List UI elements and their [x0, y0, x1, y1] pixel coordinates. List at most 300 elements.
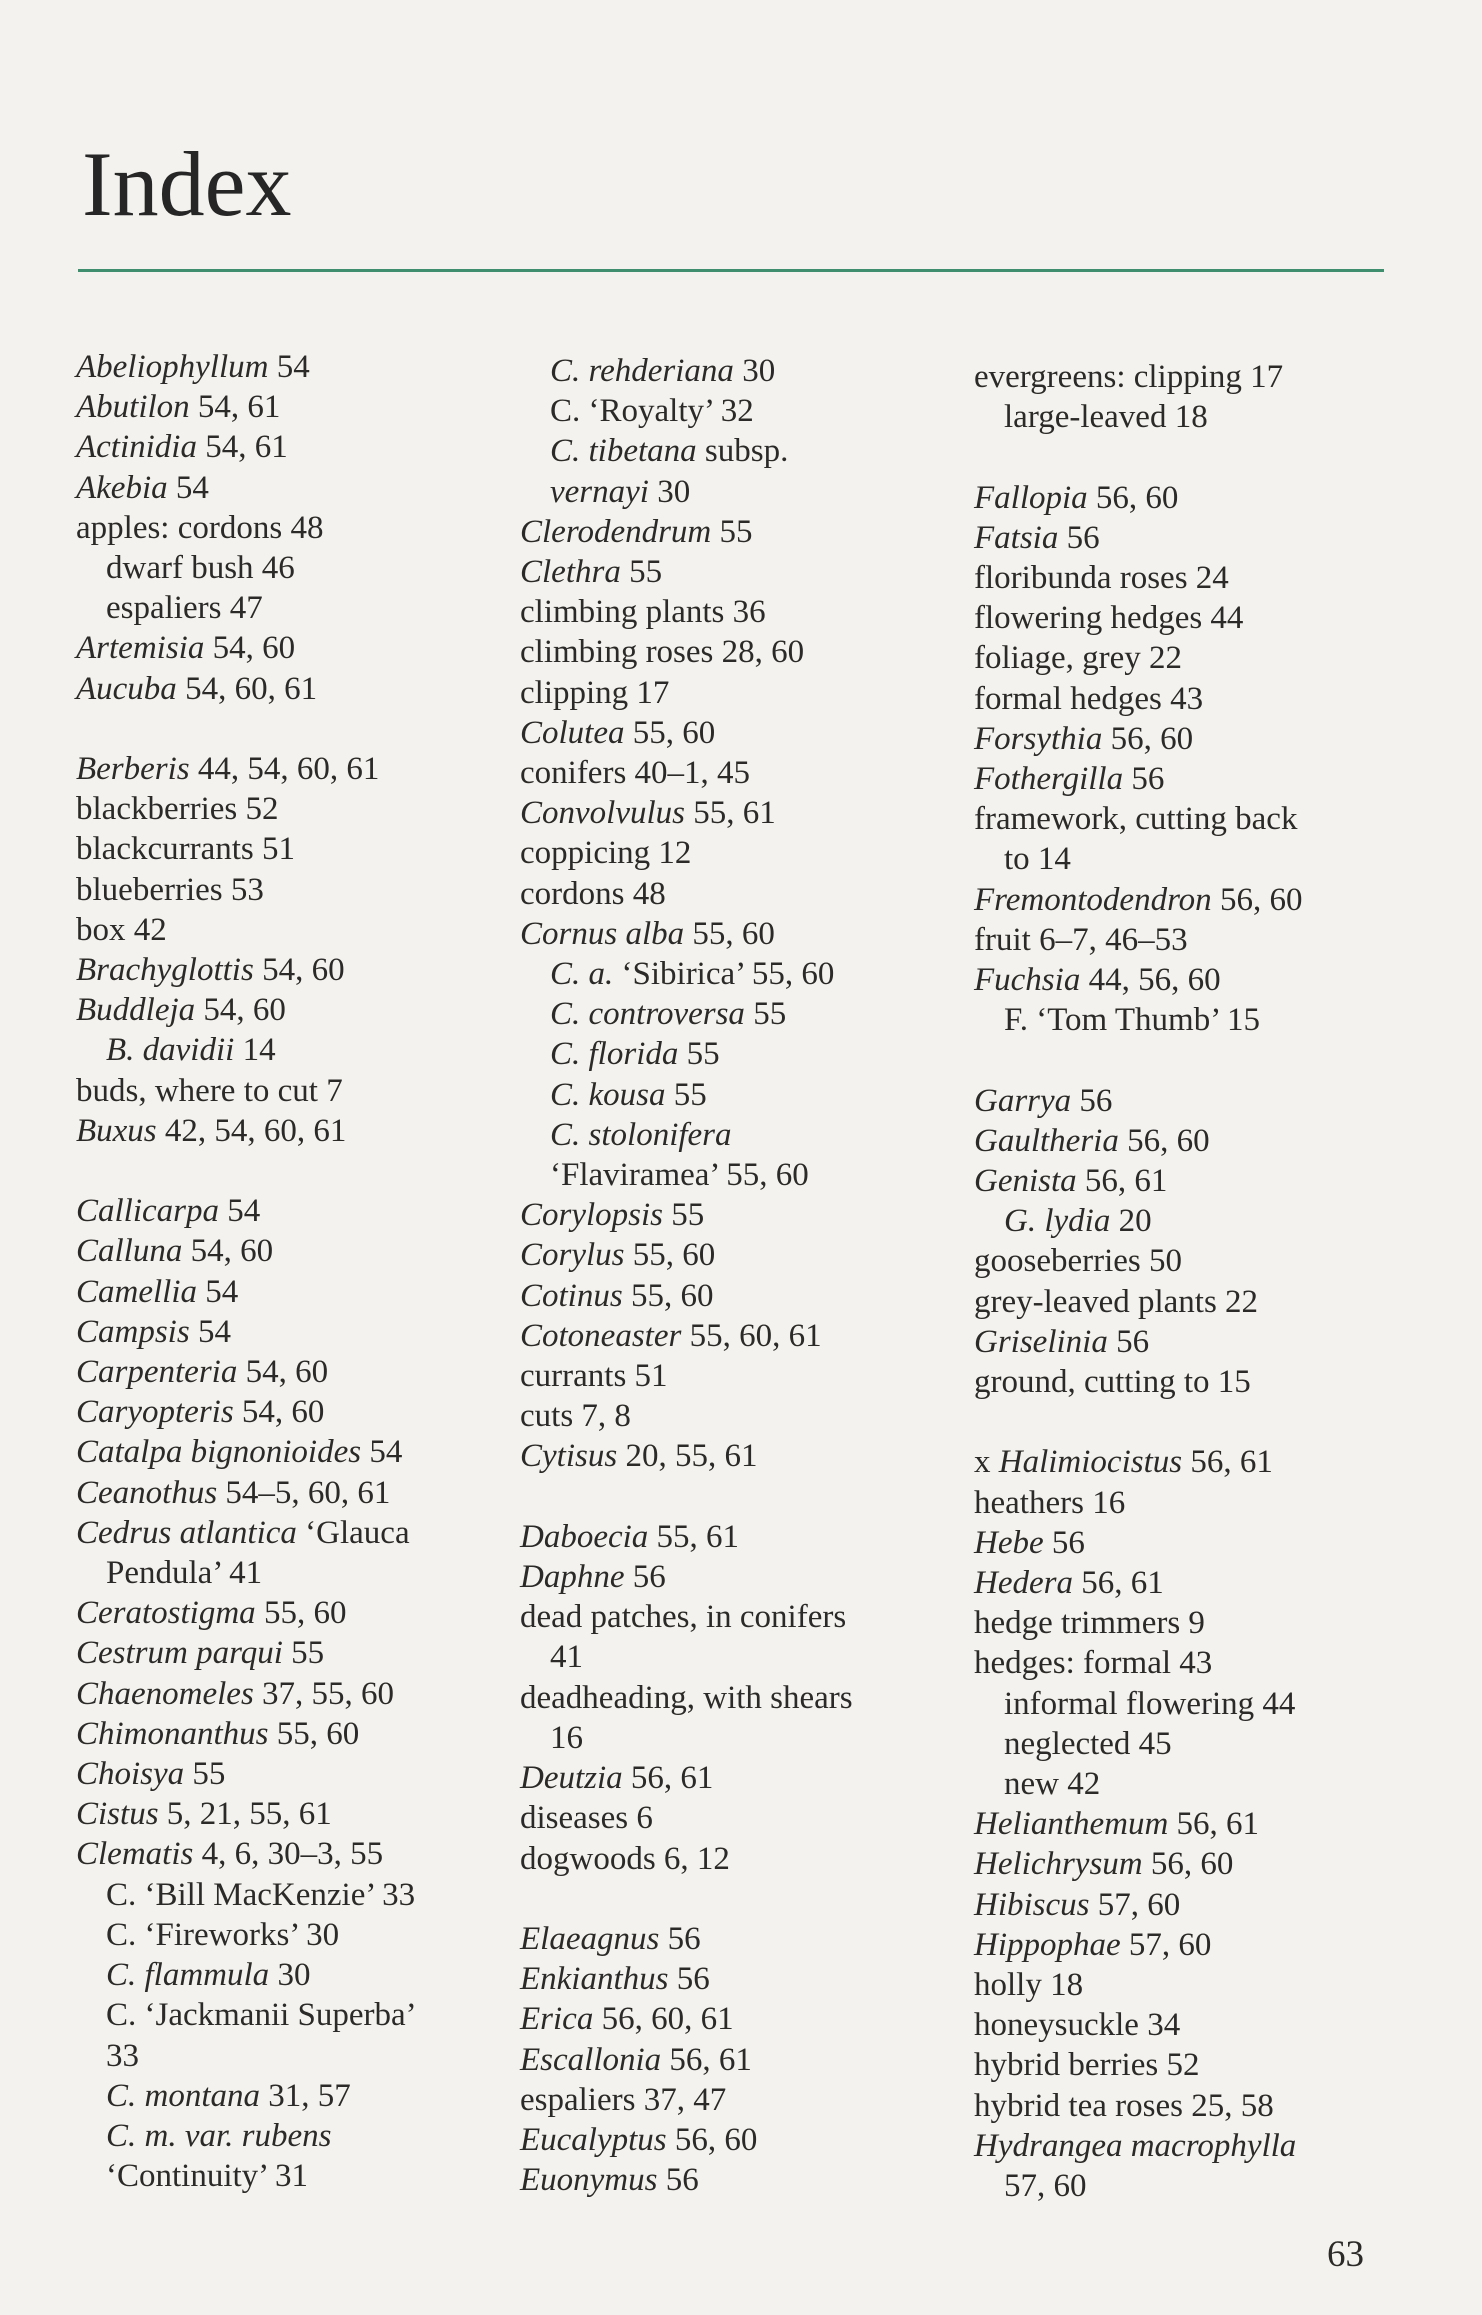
entry-pages: ‘Sibirica’ 55, 60 [613, 956, 835, 993]
index-entry [520, 673, 950, 713]
entry-pages: 20, 55, 61 [617, 1438, 758, 1475]
entry-text: framework, cutting back [974, 801, 1298, 838]
entry-pages: 54, 60 [237, 1354, 329, 1391]
index-entry [76, 669, 506, 709]
entry-term-italic: C. tibetana [550, 433, 697, 470]
index-entry [974, 1201, 1404, 1241]
index-entry [520, 914, 950, 954]
entry-pages: ‘Glauca [296, 1514, 410, 1551]
index-entry [520, 1155, 950, 1195]
page-title: Index [82, 133, 292, 235]
entry-pages: 55, 60, 61 [681, 1317, 822, 1354]
entry-pages: 30 [648, 473, 691, 510]
index-entry [974, 1965, 1404, 2005]
index-entry [520, 1195, 950, 1235]
entry-text: new 42 [1004, 1766, 1101, 1803]
index-entry [520, 1758, 950, 1798]
entry-term-italic: Buddleja [76, 992, 196, 1029]
index-entry [974, 1442, 1404, 1482]
page-number: 63 [1327, 2234, 1364, 2275]
index-entry [76, 508, 506, 548]
entry-pages: 55, 60 [624, 714, 716, 751]
index-entry [76, 990, 506, 1030]
entry-pages: 44, 56, 60 [1080, 962, 1221, 999]
entry-term-italic: Convolvulus [520, 795, 685, 832]
index-entry [76, 387, 506, 427]
entry-term-italic: Actinidia [76, 429, 197, 466]
index-entry [974, 2126, 1404, 2166]
entry-text: F. ‘Tom Thumb’ 15 [1004, 1002, 1260, 1039]
entry-pages: 56 [657, 2162, 699, 2199]
entry-pages: 4, 6, 30–3, 55 [193, 1836, 384, 1873]
index-entry [520, 1798, 950, 1838]
entry-term-italic: Chimonanthus [76, 1715, 269, 1752]
entry-text: heathers 16 [974, 1484, 1126, 1521]
entry-term-italic: Cotoneaster [520, 1317, 682, 1354]
entry-term-italic: Abutilon [76, 389, 190, 426]
index-entry [520, 994, 950, 1034]
entry-text: deadheading, with shears [520, 1679, 853, 1716]
entry-term-italic: Elaeagnus [520, 1920, 660, 1957]
entry-text: buds, where to cut 7 [76, 1072, 343, 1109]
index-entry [520, 2120, 950, 2160]
index-entry [974, 1282, 1404, 1322]
index-entry [974, 518, 1404, 558]
entry-pages: 55, 60 [622, 1277, 714, 1314]
entry-pages: 37, 55, 60 [253, 1675, 395, 1712]
entry-term-italic: Aucuba [76, 670, 177, 707]
index-entry [974, 1804, 1404, 1844]
entry-pages: 56, 61 [1182, 1444, 1273, 1481]
entry-term-italic: Callicarpa [76, 1193, 220, 1230]
entry-prefix: x [974, 1444, 999, 1481]
entry-term-italic: Griselinia [974, 1323, 1108, 1360]
index-entry [974, 2166, 1404, 2206]
entry-pages: 55 [678, 1036, 720, 1073]
entry-pages: 30 [269, 1957, 311, 1994]
entry-text: climbing plants 36 [520, 594, 766, 631]
entry-pages: 54 [361, 1434, 403, 1471]
index-entry [974, 357, 1404, 397]
entry-pages: 56, 60, 61 [593, 2001, 734, 2038]
index-entry [974, 1322, 1404, 1362]
entry-term-italic: Euonymus [520, 2162, 658, 2199]
entry-term-italic: C. a. [550, 956, 614, 993]
entry-text: foliage, grey 22 [974, 640, 1183, 677]
index-entry [76, 628, 506, 668]
entry-text: box 42 [76, 911, 167, 948]
index-entry [520, 1396, 950, 1436]
entry-pages: 54 [189, 1313, 231, 1350]
index-entry [974, 598, 1404, 638]
index-entry [76, 1875, 506, 1915]
entry-pages: 56 [624, 1559, 666, 1596]
entry-text: large-leaved 18 [1004, 399, 1208, 436]
entry-term-italic: G. lydia [1004, 1203, 1111, 1240]
entry-pages: 55, 60 [255, 1595, 347, 1632]
entry-pages: 56, 60 [1211, 881, 1303, 918]
entry-term-italic: Hedera [974, 1565, 1073, 1602]
index-entry [520, 1276, 950, 1316]
index-entry [76, 588, 506, 628]
index-entry [520, 431, 950, 471]
entry-pages: 56, 61 [1076, 1163, 1168, 1200]
entry-text: clipping 17 [520, 674, 670, 711]
entry-text: dead patches, in conifers [520, 1599, 847, 1636]
section-gap [974, 1040, 1404, 1080]
entry-text: flowering hedges 44 [974, 600, 1244, 637]
entry-term-italic: Carpenteria [76, 1354, 238, 1391]
entry-pages: 56 [1107, 1323, 1150, 1360]
index-entry [76, 347, 506, 387]
entry-pages: 54, 60 [195, 992, 286, 1029]
entry-pages: 31, 57 [260, 2077, 351, 2114]
index-entry [520, 351, 950, 391]
entry-pages: 54 [219, 1193, 261, 1230]
entry-pages: 54 [167, 469, 209, 506]
entry-term-italic: C. florida [550, 1036, 679, 1073]
index-entry [76, 1111, 506, 1151]
entry-term-italic: Erica [520, 2001, 594, 2038]
entry-term-italic: Catalpa bignonioides [76, 1434, 362, 1471]
entry-pages: 14 [234, 1032, 276, 1069]
entry-text: ‘Continuity’ 31 [106, 2158, 308, 2195]
index-entry [520, 472, 950, 512]
entry-term-italic: Daboecia [520, 1518, 649, 1555]
index-entry [520, 1235, 950, 1275]
entry-term-italic: Ceratostigma [76, 1595, 256, 1632]
entry-pages: 55 [663, 1197, 705, 1234]
entry-pages: 55, 60 [624, 1237, 716, 1274]
index-entry [974, 1724, 1404, 1764]
entry-pages: 56 [1058, 519, 1100, 556]
entry-pages: 55, 61 [648, 1518, 740, 1555]
entry-text: floribunda roses 24 [974, 560, 1229, 596]
entry-text: espaliers 37, 47 [520, 2081, 727, 2118]
entry-term-italic: Gaultheria [974, 1122, 1119, 1159]
entry-text: blackberries 52 [76, 791, 279, 828]
index-entry [520, 1637, 950, 1677]
entry-term-italic: B. davidii [106, 1032, 235, 1069]
index-entry [974, 719, 1404, 759]
index-entry [76, 1754, 506, 1794]
index-entry [76, 1473, 506, 1513]
entry-term-italic: Cestrum parqui [76, 1635, 283, 1672]
index-entry [76, 1794, 506, 1834]
index-entry [520, 1959, 950, 1999]
entry-term-italic: C. controversa [550, 996, 745, 1033]
entry-text: dwarf bush 46 [106, 550, 295, 587]
index-entry [76, 1593, 506, 1633]
index-entry [76, 1553, 506, 1593]
index-entry [974, 960, 1404, 1000]
entry-term-italic: C. rehderiana [550, 353, 734, 389]
index-entry [520, 1034, 950, 1074]
section-gap [520, 1879, 950, 1919]
index-entry [76, 1272, 506, 1312]
entry-term-italic: Campsis [76, 1313, 190, 1350]
entry-pages: 56, 60 [666, 2121, 758, 2158]
entry-pages: 54, 60 [204, 630, 296, 667]
entry-text: 57, 60 [1004, 2168, 1087, 2205]
index-entry [520, 1839, 950, 1879]
entry-pages: subsp. [696, 433, 789, 470]
index-entry [76, 2156, 506, 2196]
entry-term-italic: Akebia [76, 469, 168, 506]
entry-text: C. ‘Fireworks’ 30 [106, 1916, 340, 1953]
index-entry [76, 1432, 506, 1472]
entry-text: ground, cutting to 15 [974, 1364, 1251, 1401]
entry-pages: 56, 60 [1118, 1122, 1210, 1159]
entry-text: formal hedges 43 [974, 680, 1204, 717]
entry-text: hedges: formal 43 [974, 1645, 1213, 1682]
index-entry [974, 920, 1404, 960]
entry-pages: 56 [668, 1961, 710, 1998]
entry-term-italic: Chaenomeles [76, 1675, 254, 1712]
entry-text: conifers 40–1, 45 [520, 755, 751, 792]
index-entry [520, 1919, 950, 1959]
index-entry [974, 1523, 1404, 1563]
entry-pages: 5, 21, 55, 61 [158, 1796, 332, 1833]
entry-pages: 55 [620, 554, 663, 591]
index-entry [76, 1071, 506, 1111]
entry-term-italic: Forsythia [974, 720, 1103, 757]
entry-pages: 56, 60 [1087, 479, 1179, 516]
index-entry [520, 1356, 950, 1396]
entry-text: grey-leaved plants 22 [974, 1283, 1259, 1320]
index-entry [974, 759, 1404, 799]
entry-pages: 54, 60 [233, 1394, 325, 1431]
index-entry [520, 1436, 950, 1476]
index-entry [520, 1316, 950, 1356]
entry-text: blackcurrants 51 [76, 831, 295, 868]
entry-pages: 56 [1123, 761, 1165, 798]
index-entry [520, 1678, 950, 1718]
entry-term-italic: Fallopia [974, 479, 1088, 516]
entry-term-italic: Calluna [76, 1233, 183, 1270]
index-entry [520, 1597, 950, 1637]
index-entry [974, 1362, 1404, 1402]
index-entry [974, 478, 1404, 518]
index-entry [974, 1000, 1404, 1040]
entry-term-italic: Camellia [76, 1273, 197, 1310]
index-column-3 [974, 357, 1404, 2206]
entry-term-italic: Eucalyptus [520, 2121, 667, 2158]
index-entry [974, 679, 1404, 719]
entry-text: informal flowering 44 [1004, 1685, 1296, 1722]
entry-pages: 56 [1043, 1524, 1085, 1561]
index-entry [76, 2116, 506, 2156]
entry-term-italic: Halimiocistus [998, 1444, 1183, 1481]
section-gap [76, 1151, 506, 1191]
index-entry [76, 1915, 506, 1955]
index-entry [76, 468, 506, 508]
index-entry [520, 874, 950, 914]
entry-term-italic: Corylopsis [520, 1197, 664, 1234]
index-entry [76, 829, 506, 869]
entry-pages: 42, 54, 60, 61 [156, 1112, 347, 1149]
index-entry [520, 391, 950, 431]
entry-term-italic: Clerodendrum [520, 513, 712, 550]
entry-term-italic: Cotinus [520, 1277, 623, 1314]
entry-pages: 56, 61 [1072, 1565, 1164, 1602]
index-entry [974, 1483, 1404, 1523]
entry-text: Pendula’ 41 [106, 1555, 263, 1592]
entry-term-italic: Fuchsia [974, 962, 1081, 999]
entry-text: 16 [550, 1719, 583, 1756]
entry-term-italic: Fothergilla [974, 761, 1124, 798]
index-entry [974, 1161, 1404, 1201]
entry-term-italic: Buxus [76, 1112, 157, 1149]
index-entry [76, 749, 506, 789]
entry-pages: 56 [1071, 1082, 1113, 1119]
index-entry [76, 910, 506, 950]
index-entry [76, 789, 506, 829]
entry-pages: 55 [744, 996, 787, 1033]
index-entry [974, 1241, 1404, 1281]
entry-term-italic: Fatsia [974, 519, 1059, 556]
section-gap [974, 437, 1404, 477]
index-entry [974, 638, 1404, 678]
entry-text: C. ‘Royalty’ 32 [550, 393, 754, 430]
entry-term-italic: Clematis [76, 1836, 194, 1873]
entry-term-italic: Hibiscus [974, 1886, 1090, 1923]
index-entry [974, 880, 1404, 920]
entry-term-italic: Caryopteris [76, 1394, 234, 1431]
entry-text: espaliers 47 [106, 590, 263, 627]
entry-term-italic: Enkianthus [520, 1961, 669, 1998]
entry-pages: 54, 61 [196, 429, 288, 466]
entry-term-italic: Cistus [76, 1796, 159, 1833]
entry-text: C. ‘Jackmanii Superba’ [106, 1997, 417, 2034]
index-entry [520, 592, 950, 632]
entry-text: hedge trimmers 9 [974, 1605, 1205, 1642]
index-entry [974, 1603, 1404, 1643]
entry-pages: 56, 61 [661, 2041, 752, 2078]
entry-term-italic: Cytisus [520, 1438, 618, 1475]
index-entry [520, 1999, 950, 2039]
entry-pages: 56, 61 [1168, 1806, 1260, 1843]
entry-text: hybrid tea roses 25, 58 [974, 2087, 1274, 2124]
index-entry [76, 1674, 506, 1714]
index-entry [974, 799, 1404, 839]
entry-pages: 54 [197, 1273, 239, 1310]
index-entry [520, 2160, 950, 2200]
entry-pages: 56, 60 [1142, 1846, 1234, 1883]
index-entry [76, 1352, 506, 1392]
index-entry [520, 512, 950, 552]
entry-pages: 54 [268, 349, 310, 385]
entry-term-italic: C. flammula [106, 1957, 270, 1994]
index-entry [974, 1684, 1404, 1724]
index-entry [520, 753, 950, 793]
entry-pages: 57, 60 [1089, 1886, 1181, 1923]
index-entry [76, 1513, 506, 1553]
index-entry [974, 1643, 1404, 1683]
entry-term-italic: Berberis [76, 751, 190, 788]
index-entry [520, 1718, 950, 1758]
index-entry [76, 1955, 506, 1995]
entry-term-italic: Hydrangea macrophylla [974, 2127, 1297, 2164]
entry-pages: 56 [659, 1920, 701, 1957]
index-entry [974, 2005, 1404, 2045]
entry-pages: 55 [665, 1076, 707, 1113]
entry-text: cuts 7, 8 [520, 1398, 631, 1435]
entry-term-italic: Corylus [520, 1237, 625, 1274]
index-entry [520, 1517, 950, 1557]
entry-term-italic: Cornus alba [520, 915, 685, 952]
entry-term-italic: Deutzia [520, 1760, 623, 1797]
index-entry [974, 2045, 1404, 2085]
entry-text: to 14 [1004, 841, 1071, 878]
entry-term-italic: Fremontodendron [974, 881, 1212, 918]
entry-text: currants 51 [520, 1358, 668, 1395]
index-entry [76, 1312, 506, 1352]
entry-text: cordons 48 [520, 875, 666, 912]
index-entry [76, 1231, 506, 1271]
entry-pages: 30 [733, 353, 776, 389]
entry-term-italic: vernayi [550, 473, 649, 510]
index-entry [974, 2086, 1404, 2126]
index-entry [76, 1995, 506, 2035]
index-entry [520, 954, 950, 994]
entry-term-italic: Helichrysum [974, 1846, 1143, 1883]
index-entry [974, 1764, 1404, 1804]
entry-term-italic: Escallonia [520, 2041, 662, 2078]
entry-text: blueberries 53 [76, 871, 264, 908]
entry-term-italic: C. montana [106, 2077, 261, 2114]
entry-pages: 54, 60, 61 [176, 670, 318, 707]
index-entry [974, 1563, 1404, 1603]
index-entry [520, 793, 950, 833]
index-entry [76, 1392, 506, 1432]
entry-term-italic: Clethra [520, 554, 621, 591]
index-entry [974, 1121, 1404, 1161]
index-entry [520, 2080, 950, 2120]
index-entry [520, 2040, 950, 2080]
index-entry [76, 1633, 506, 1673]
entry-pages: 55, 60 [268, 1715, 360, 1752]
entry-term-italic: Garrya [974, 1082, 1072, 1119]
entry-text: fruit 6–7, 46–53 [974, 921, 1188, 958]
index-entry [974, 558, 1404, 598]
entry-text: honeysuckle 34 [974, 2007, 1181, 2044]
entry-text: coppicing 12 [520, 835, 692, 872]
section-gap [76, 709, 506, 749]
entry-pages: 55 [711, 513, 753, 550]
entry-text: evergreens: clipping 17 [974, 359, 1284, 395]
index-entry [76, 1191, 506, 1231]
index-entry [520, 1557, 950, 1597]
index-entry [520, 833, 950, 873]
entry-text: neglected 45 [1004, 1725, 1172, 1762]
entry-term-italic: Daphne [520, 1559, 625, 1596]
index-entry [76, 1714, 506, 1754]
entry-text: hybrid berries 52 [974, 2047, 1200, 2084]
index-entry [520, 1115, 950, 1155]
entry-text: ‘Flaviramea’ 55, 60 [550, 1157, 809, 1194]
entry-term-italic: C. stolonifera [550, 1116, 732, 1153]
entry-pages: 57, 60 [1120, 1926, 1212, 1963]
entry-text: apples: cordons 48 [76, 509, 324, 546]
entry-text: C. ‘Bill MacKenzie’ 33 [106, 1876, 416, 1913]
entry-text: diseases 6 [520, 1800, 653, 1837]
index-entry [974, 1844, 1404, 1884]
index-entry [76, 427, 506, 467]
entry-term-italic: Helianthemum [974, 1806, 1169, 1843]
index-entry [76, 1030, 506, 1070]
index-entry [76, 2036, 506, 2076]
